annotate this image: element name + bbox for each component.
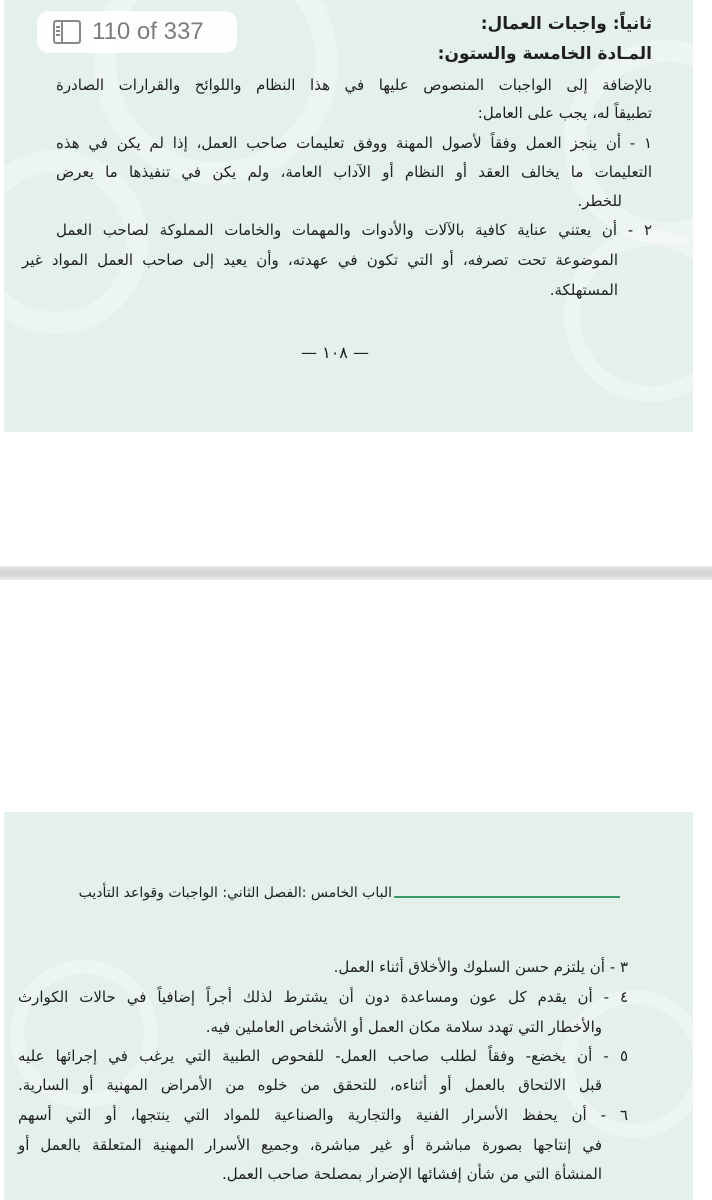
text-line: تطبيقاً له، يجب على العامل: — [477, 104, 652, 122]
page-separator — [0, 566, 712, 580]
book-icon — [53, 20, 81, 44]
text-line: ٤ - أن يقدم كل عون ومساعدة دون أن يشترط لذلك أجراً إضافياً في حالات الكوارث — [18, 988, 628, 1006]
text-line: ١ - أن ينجز العمل وفقاً لأصول المهنة ووفق تعليمات صاحب العمل، إذا لم يكن في هذه — [56, 134, 652, 152]
text-line: ٦ - أن يحفظ الأسرار الفنية والتجارية والصناعية للمواد التي ينتجها، أو التي أسهم — [18, 1106, 628, 1124]
page-counter-text: 110 of 337 — [92, 18, 204, 45]
text-line: والأخطار التي تهدد سلامة مكان العمل أو الأشخاص العاملين فيه. — [205, 1018, 602, 1036]
header-rule — [394, 896, 620, 898]
text-line: للخطر. — [577, 192, 622, 210]
page-counter-badge[interactable] — [37, 11, 237, 53]
text-line: ٥ - أن يخضع- وفقاً لطلب صاحب العمل- للفحوص الطبية التي يرغب في إجرائها عليه — [18, 1047, 628, 1065]
text-line: المنشأة التي من شأن إفشائها الإضرار بمصلحة صاحب العمل. — [222, 1165, 602, 1183]
chapter-header: الباب الخامس :الفصل الثاني: الواجبات وقواعد التأديب — [78, 885, 392, 901]
text-line: في إنتاجها بصورة مباشرة أو غير مباشرة، وجميع الأسرار المهنية المتعلقة بالعمل أو — [18, 1136, 602, 1154]
text-line: الموضوعة تحت تصرفه، أو التي تكون في عهدته، وأن يعيد إلى صاحب العمل المواد غير — [22, 251, 618, 269]
text-line: قبل الالتحاق بالعمل أو أثناءه، للتحقق من خلوه من الأمراض المهنية أو السارية. — [18, 1076, 602, 1094]
text-line: ٢ - أن يعتني عناية كافية بالآلات والأدوات والمهمات والخامات المملوكة لصاحب العمل — [56, 221, 652, 239]
text-line: المستهلكة. — [549, 281, 618, 299]
article-heading: المـادة الخامسة والستون: — [437, 44, 652, 64]
page-number: — ١٠٨ — — [301, 343, 369, 362]
section-heading: ثانياً: واجبات العمال: — [480, 14, 652, 34]
text-line: ٣ - أن يلتزم حسن السلوك والأخلاق أثناء العمل. — [333, 958, 628, 976]
page-108 — [4, 0, 693, 432]
text-line: بالإضافة إلى الواجبات المنصوص عليها في هذا النظام واللوائح والقرارات الصادرة — [56, 76, 652, 94]
text-line: التعليمات ما يخالف العقد أو النظام أو الآداب العامة، ولم يكن في تنفيذها ما يعرض — [56, 163, 652, 181]
